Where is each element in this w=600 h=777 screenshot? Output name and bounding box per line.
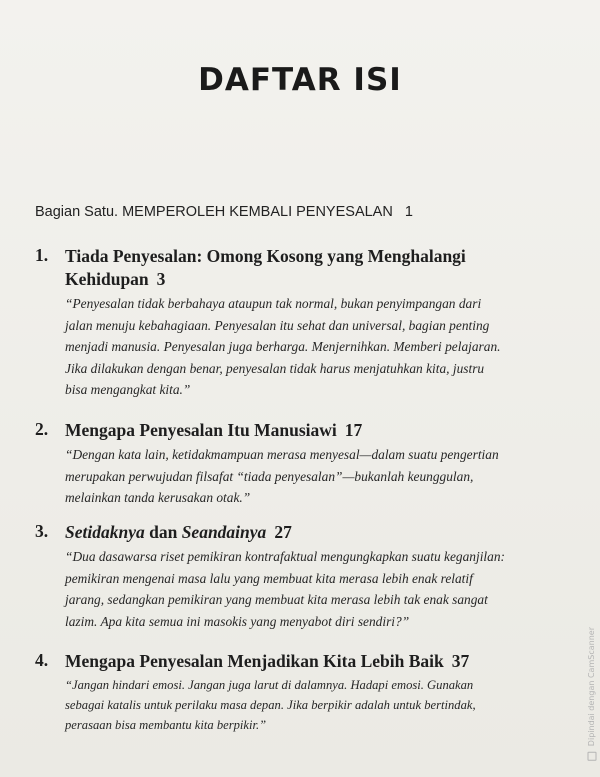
entry-page-number: 37 — [451, 651, 470, 671]
entry-number: 1. — [35, 245, 49, 265]
quote-line: perasaan bisa membantu kita berpikir.” — [65, 718, 267, 732]
part-name: MEMPEROLEH KEMBALI PENYESALAN — [122, 204, 393, 220]
entry-quote — [65, 293, 575, 401]
quote-line: “Dengan kata lain, ketidakmampuan merasa menyesal—dalam suatu pengertian — [65, 447, 499, 462]
entry-heading-italic-b: Seandainya — [181, 522, 267, 542]
entry-page-number: 27 — [274, 522, 292, 542]
quote-line: melainkan tanda kerusakan otak.” — [65, 490, 251, 505]
camscanner-icon — [587, 752, 596, 761]
quote-line: lazim. Apa kita semua ini masokis yang menyabot diri sendiri?” — [65, 613, 410, 629]
quote-line: “Penyesalan tidak berbahaya ataupun tak normal, bukan penyimpangan dari — [65, 296, 482, 311]
entry-number: 4. — [35, 650, 49, 670]
watermark-text: Dipindai dengan CamScanner — [586, 627, 596, 747]
toc-entry-2 — [35, 419, 575, 509]
page-title: DAFTAR ISI — [198, 62, 402, 98]
quote-line: Jika dilakukan dengan benar, penyesalan tidak harus menjatuhkan kita, justru — [65, 360, 485, 376]
entry-heading — [65, 419, 575, 442]
entry-page-number: 17 — [344, 420, 363, 440]
quote-line: menjadi manusia. Penyesalan juga berharga. Menjernihkan. Memberi pelajaran. — [65, 339, 501, 354]
scanner-watermark — [587, 627, 597, 761]
toc-entry-1 — [35, 245, 575, 401]
entry-quote — [65, 444, 575, 509]
quote-line: merupakan perwujudan filsafat “tiada penyesalan”—bukanlah keunggulan, — [65, 468, 474, 484]
quote-line: pemikiran mengenai masa lalu yang membuat kita merasa lebih enak relatif — [65, 570, 473, 586]
entry-heading-line2: Kehidupan — [65, 269, 149, 289]
quote-line: “Dua dasawarsa riset pemikiran kontrafaktual mengungkapkan suatu keganjilan: — [65, 549, 505, 564]
entry-heading-line1: Tiada Penyesalan: Omong Kosong yang Menghalangi — [65, 246, 466, 266]
entry-heading — [65, 650, 575, 673]
entry-number: 2. — [35, 419, 49, 439]
part-label: Bagian Satu. — [35, 204, 119, 220]
quote-line: “Jangan hindari emosi. Jangan juga larut di dalamnya. Hadapi emosi. Gunakan — [65, 678, 474, 692]
entry-page-number: 3 — [156, 269, 166, 289]
entry-heading-text: Mengapa Penyesalan Menjadikan Kita Lebih Baik — [65, 651, 444, 671]
entry-heading — [65, 521, 575, 544]
quote-line: bisa mengangkat kita.” — [65, 382, 191, 397]
part-page-number: 1 — [404, 204, 413, 220]
entry-heading-italic-a: Setidaknya — [65, 522, 145, 542]
entry-heading-text: Mengapa Penyesalan Itu Manusiawi — [65, 420, 337, 440]
part-heading — [35, 204, 413, 220]
entry-number: 3. — [35, 521, 49, 541]
quote-line: sebagai katalis untuk perilaku masa depan. Jika berpikir adalah untuk bertindak, — [65, 698, 476, 712]
entry-heading — [65, 245, 575, 291]
entry-heading-conj: dan — [149, 522, 178, 542]
quote-line: jalan menuju kebahagiaan. Penyesalan itu sehat dan universal, bagian penting — [65, 317, 490, 333]
toc-entry-4 — [35, 650, 575, 735]
quote-line: jarang, sedangkan pemikiran yang membuat kita merasa lebih tak enak sangat — [65, 592, 488, 607]
toc-entry-3 — [35, 521, 575, 632]
entry-quote — [65, 675, 575, 735]
entry-quote — [65, 546, 575, 632]
